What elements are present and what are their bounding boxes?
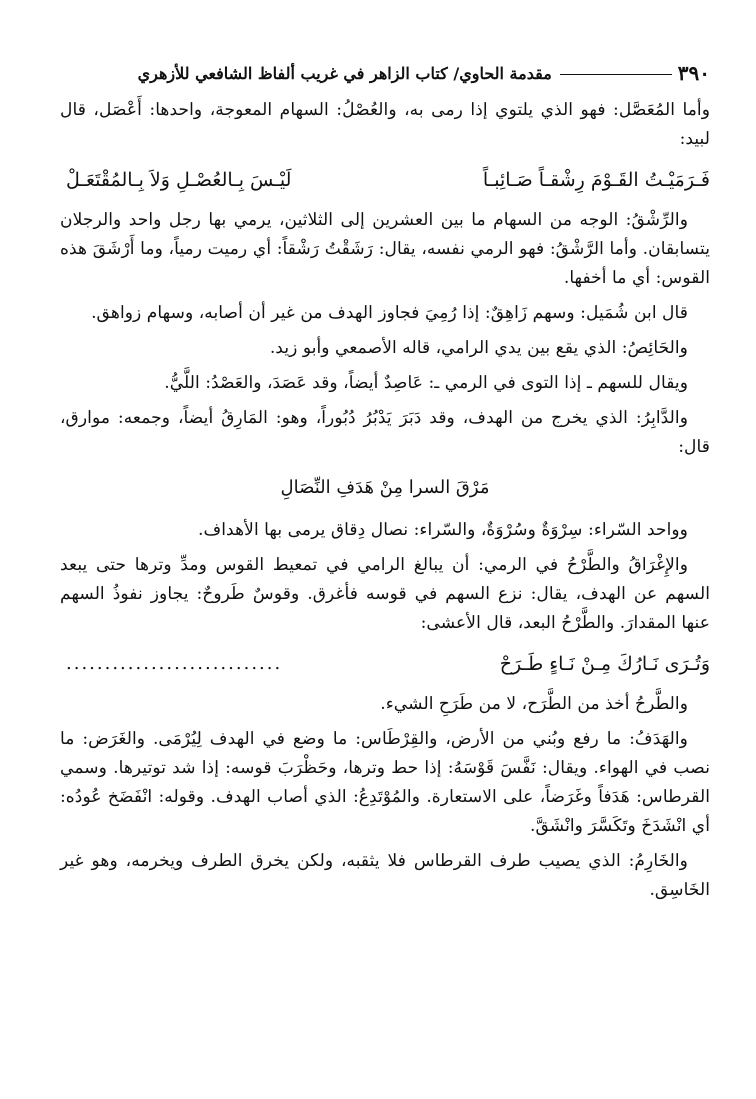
- paragraph: والرِّشْقُ: الوجه من السهام ما بين العشرين إلى الثلاثين، يرمي بها رجل واحد والرجلان يتسابقان. وأما الرَّشْقُ: فهو الرمي نفسه، يقال: رَشَقْتُ رَشْقاً: أي رميت رمياً، وما أَرْشَقَ هذه القوس: أي ما أخفها.: [60, 210, 710, 288]
- page-number: ٣٩٠: [677, 61, 710, 85]
- book-page: [60, 58, 710, 911]
- page-content: [60, 96, 710, 905]
- paragraph: قال ابن شُمَيل: وسهم زَاهِقٌ: إذا رُمِيَ فجاوز الهدف من غير أن أصابه، وسهام زواهق.: [91, 303, 688, 323]
- verse-asha: [60, 644, 710, 684]
- verse-first-hemistich: وَتُـرَى نَـارُكَ مِـنْ نَـاءٍ طَـرَحْ: [499, 653, 710, 675]
- verse-single: مَرْقَ السرا مِنْ هَدَفِ النِّصَالِ: [280, 477, 490, 498]
- paragraph: والحَائِصُ: الذي يقع بين يدي الرامي، قاله الأصمعي وأبو زيد.: [269, 338, 688, 358]
- page-header: [60, 58, 710, 88]
- verse-labid: [60, 160, 710, 200]
- verse-omitted-hemistich: ............................: [66, 653, 283, 674]
- paragraph: ويقال للسهم ـ إذا التوى في الرمي ـ: عَاصِدٌ أيضاً، وقد عَصَدَ، والعَصْدُ: اللَّيُّ.: [164, 373, 688, 393]
- paragraph: وواحد السّراء: سِرْوَةٌ وسُرْوَةٌ، والسّراء: نصال دِقاق يرمى بها الأهداف.: [198, 520, 688, 540]
- running-title: مقدمة الحاوي/ كتاب الزاهر في غريب ألفاظ الشافعي للأزهري: [137, 63, 552, 83]
- verse-first-hemistich: فَـرَمَيْـتُ القَـوْمَ رِشْقـاً صَـائِبـاً: [482, 169, 710, 191]
- paragraph: والإِغْرَاقُ والطَّرْحُ في الرمي: أن يبالغ الرامي في تمعيط القوس ومدِّ وترها حتى يبعد السهم عن الهدف، يقال: نزع السهم في قوسه فأغرق. وقوسٌ طَروحٌ: يجاوز نفوذُ السهم عنها المقدارَ. والطَّرْحُ البعد، قال الأعشى:: [60, 555, 710, 633]
- paragraph: والخَارِمُ: الذي يصيب طرف القرطاس فلا يثقبه، ولكن يخرق الطرف ويخرمه، وهو غير الخَاسِق.: [60, 851, 710, 900]
- verse-second-hemistich: لَيْـسَ بِـالعُصْـلِ وَلاَ بِـالمُقْتَعَـلْ: [66, 169, 292, 191]
- paragraph: والطَّرحُ أخذ من الطَّرَح، لا من طَرَحِ الشيء.: [380, 694, 688, 714]
- header-rule: [560, 74, 672, 75]
- paragraph: والدَّابِرُ: الذي يخرج من الهدف، وقد دَبَرَ يَدْبُرُ دُبُوراً، وهو: المَارِقُ أيضاً، وجمعه: موارق، قال:: [60, 408, 710, 457]
- paragraph: وأما المُعَصَّل: فهو الذي يلتوي إذا رمى به، والعُصْلُ: السهام المعوجة، واحدها: أَعْصَل، قال لبيد:: [60, 100, 710, 149]
- paragraph: والهَدَفُ: ما رفع وبُني من الأرض، والقِرْطَاس: ما وضع في الهدف لِيُرْمَى. والغَرَض: ما نصب في الهواء. ويقال: نَفَّسَ قَوْسَهُ: إذا حط وترها، وحَظْرَبَ قوسه: إذا شد توتيرها. وسمي القرطاس: هَدَفاً وغَرَضاً، على الاستعارة. والمُوْتَدِعُ: الذي أصاب الهدف. وقوله: انْفَضَخ عُودُه: أي انْشَدَخَ وتَكَسَّرَ وانْشَقَّ.: [60, 729, 710, 836]
